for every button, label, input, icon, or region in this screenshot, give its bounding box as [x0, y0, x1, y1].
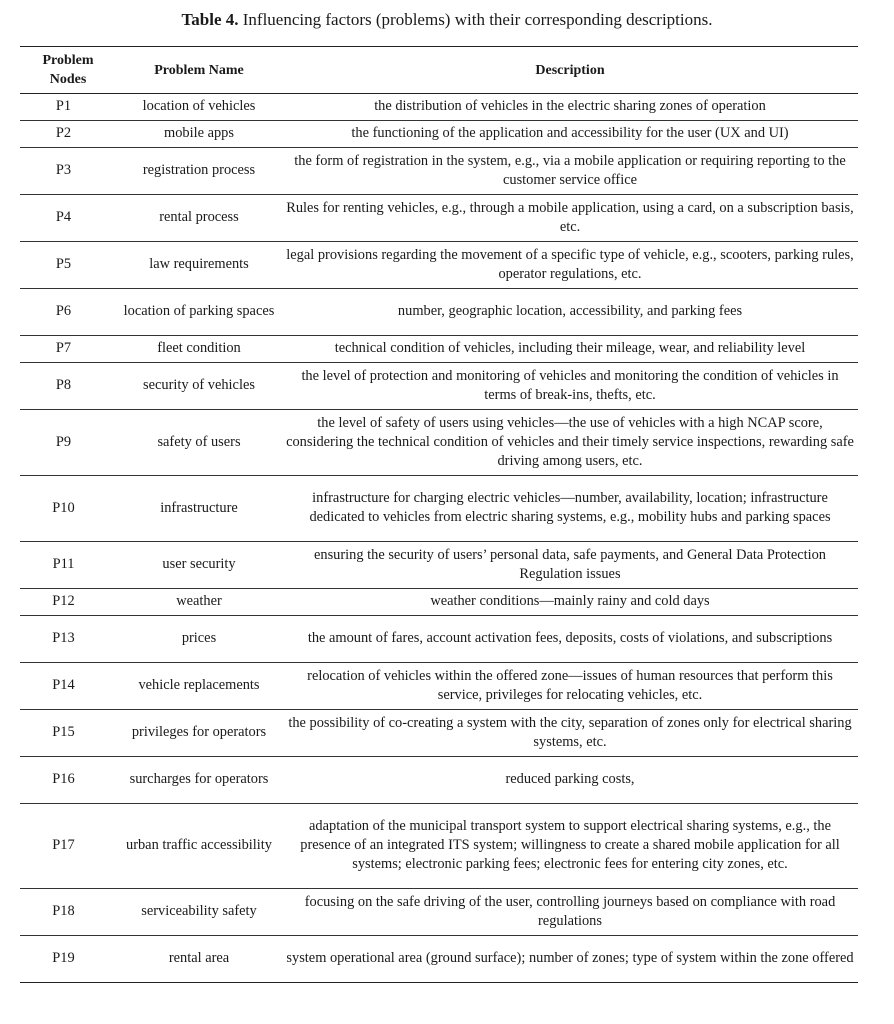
cell-problem-name: security of vehicles — [143, 377, 255, 393]
cell-description: Rules for renting vehicles, e.g., through a mobile application, using a card, on a subscription basis, etc. — [286, 199, 854, 235]
cell-description: system operational area (ground surface); number of zones; type of system within the zone offered — [286, 950, 854, 966]
table-row — [20, 289, 858, 336]
cell-problem-node: P4 — [55, 209, 72, 225]
table-container — [20, 46, 858, 983]
cell-description: the level of safety of users using vehicles—the use of vehicles with a high NCAP score, considering the technical condition of vehicles and their timely service inspections, rewarding safe driving among users, etc. — [286, 414, 854, 469]
cell-problem-node: P11 — [52, 556, 75, 572]
table-row — [20, 242, 858, 289]
cell-description: number, geographic location, accessibility, and parking fees — [397, 303, 743, 319]
cell-problem-node: P19 — [52, 950, 75, 966]
cell-description: ensuring the security of users’ personal data, safe payments, and General Data Protection Regulation issues — [313, 546, 827, 582]
table-caption — [0, 9, 894, 31]
table-row — [20, 589, 858, 616]
cell-problem-name: rental process — [159, 209, 239, 225]
table-caption-label: Table 4. — [181, 10, 239, 29]
header-description: Description — [535, 62, 605, 78]
cell-problem-node: P17 — [52, 837, 75, 853]
cell-problem-node: P18 — [52, 903, 75, 919]
cell-description: legal provisions regarding the movement of a specific type of vehicle, e.g., scooters, parking rules, operator regulations, etc. — [286, 246, 854, 282]
cell-problem-node: P2 — [55, 125, 72, 141]
table-row — [20, 148, 858, 195]
cell-problem-node: P6 — [55, 303, 72, 319]
cell-problem-name: infrastructure — [160, 499, 238, 516]
table-row — [20, 757, 858, 804]
header-problem-nodes: Problem Nodes — [42, 53, 94, 87]
cell-description: weather conditions—mainly rainy and cold days — [430, 593, 710, 609]
cell-problem-node: P7 — [55, 340, 72, 356]
table-row — [20, 889, 858, 936]
cell-description: the functioning of the application and accessibility for the user (UX and UI) — [351, 125, 789, 141]
cell-problem-name: rental area — [168, 950, 230, 966]
cell-problem-name: fleet condition — [157, 340, 241, 356]
table-row — [20, 804, 858, 889]
cell-problem-node: P15 — [52, 724, 75, 740]
cell-problem-node: P16 — [52, 771, 75, 787]
cell-description: the possibility of co-creating a system with the city, separation of zones only for electrical sharing systems, etc. — [288, 714, 852, 750]
cell-problem-name: surcharges for operators — [129, 771, 269, 787]
cell-problem-node: P12 — [52, 593, 75, 609]
table-body — [20, 94, 858, 983]
table-row — [20, 616, 858, 663]
table-row — [20, 710, 858, 757]
cell-problem-node: P10 — [52, 499, 75, 516]
table-header — [20, 47, 858, 94]
cell-description: infrastructure for charging electric vehicles—number, availability, location; infrastructure dedicated to vehicles from electric sharing systems, e.g., mobility hubs and parking spaces — [309, 490, 831, 525]
problems-table — [20, 46, 858, 983]
cell-problem-node: P8 — [55, 377, 72, 393]
cell-problem-node: P5 — [55, 256, 72, 272]
cell-problem-name: prices — [181, 630, 217, 646]
cell-problem-name: location of parking spaces — [123, 303, 275, 319]
table-row — [20, 94, 858, 121]
cell-problem-node: P3 — [55, 162, 72, 178]
cell-description: focusing on the safe driving of the user, controlling journeys based on compliance with road regulations — [304, 893, 836, 929]
cell-description: the amount of fares, account activation fees, deposits, costs of violations, and subscriptions — [307, 630, 833, 646]
cell-problem-name: mobile apps — [164, 125, 234, 141]
cell-problem-node: P13 — [52, 630, 75, 646]
cell-problem-node: P9 — [55, 433, 72, 450]
cell-problem-name: urban traffic accessibility — [126, 837, 272, 853]
cell-description: adaptation of the municipal transport system to support electrical sharing systems, e.g., the presence of an integrated ITS system; willingness to create a shared mobile application for all systems; electronic parking fees; electronic fees for entering city zones, etc. — [300, 818, 840, 872]
cell-description: reduced parking costs, — [505, 771, 635, 787]
cell-problem-node: P14 — [52, 677, 75, 693]
table-row — [20, 121, 858, 148]
cell-description: the form of registration in the system, e.g., via a mobile application or requiring reporting to the customer service office — [294, 152, 846, 188]
cell-problem-name: weather — [176, 593, 222, 609]
cell-description: the distribution of vehicles in the electric sharing zones of operation — [374, 98, 766, 114]
header-row — [20, 47, 858, 94]
table-row — [20, 195, 858, 242]
cell-problem-name: location of vehicles — [142, 98, 256, 114]
table-row — [20, 663, 858, 710]
table-row — [20, 410, 858, 476]
cell-problem-name: safety of users — [157, 433, 241, 450]
table-row — [20, 336, 858, 363]
cell-problem-name: vehicle replacements — [138, 677, 260, 693]
table-row — [20, 476, 858, 542]
cell-description: the level of protection and monitoring of vehicles and monitoring the condition of vehicles in terms of break-ins, thefts, etc. — [301, 367, 839, 403]
table-caption-text: Influencing factors (problems) with their corresponding descriptions. — [242, 10, 713, 29]
table-row — [20, 542, 858, 589]
cell-problem-name: user security — [162, 556, 236, 572]
table-row — [20, 363, 858, 410]
cell-description: relocation of vehicles within the offered zone—issues of human resources that perform this service, privileges for relocating vehicles, etc. — [307, 667, 833, 703]
cell-problem-name: serviceability safety — [141, 903, 257, 919]
cell-problem-name: privileges for operators — [131, 724, 267, 740]
cell-problem-name: registration process — [142, 162, 256, 178]
header-problem-name: Problem Name — [154, 62, 244, 78]
cell-description: technical condition of vehicles, including their mileage, wear, and reliability level — [334, 340, 806, 356]
table-row — [20, 936, 858, 983]
cell-problem-name: law requirements — [149, 256, 249, 272]
cell-problem-node: P1 — [55, 98, 72, 114]
